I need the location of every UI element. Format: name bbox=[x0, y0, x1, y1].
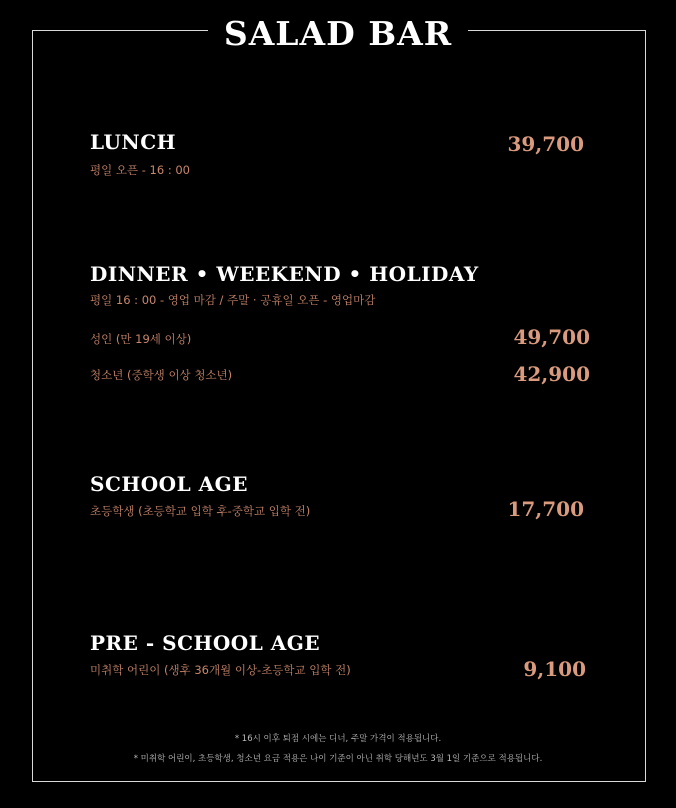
preschool-desc: 미취학 어린이 (생후 36개월 이상-초등학교 입학 전) bbox=[90, 663, 351, 677]
school-price: 17,700 bbox=[507, 497, 584, 521]
dinner-youth-label: 청소년 (중학생 이상 청소년) bbox=[90, 368, 233, 382]
dinner-hours: 평일 16 : 00 - 영업 마감 / 주말 · 공휴일 오픈 - 영업마감 bbox=[90, 293, 376, 307]
dinner-adult-label: 성인 (만 19세 이상) bbox=[90, 332, 192, 346]
preschool-title: PRE - SCHOOL AGE bbox=[90, 631, 321, 655]
school-title: SCHOOL AGE bbox=[90, 472, 248, 496]
title-wrap bbox=[0, 12, 676, 56]
page-title: SALAD BAR bbox=[208, 12, 468, 56]
note-line-1: * 16시 이후 퇴점 시에는 디너, 주말 가격이 적용됩니다. bbox=[234, 734, 442, 744]
dinner-youth-price: 42,900 bbox=[513, 362, 590, 386]
dinner-title: DINNER • WEEKEND • HOLIDAY bbox=[90, 262, 479, 286]
lunch-price: 39,700 bbox=[507, 132, 584, 156]
school-desc: 초등학생 (초등학교 입학 후-중학교 입학 전) bbox=[90, 504, 311, 518]
preschool-price: 9,100 bbox=[523, 657, 586, 681]
dinner-adult-price: 49,700 bbox=[513, 325, 590, 349]
lunch-title: LUNCH bbox=[90, 130, 177, 154]
lunch-hours: 평일 오픈 - 16 : 00 bbox=[90, 163, 191, 177]
note-line-2: * 미취학 어린이, 초등학생, 청소년 요금 적용은 나이 기준이 아닌 취학 당해년도 3월 1일 기준으로 적용됩니다. bbox=[133, 754, 543, 764]
